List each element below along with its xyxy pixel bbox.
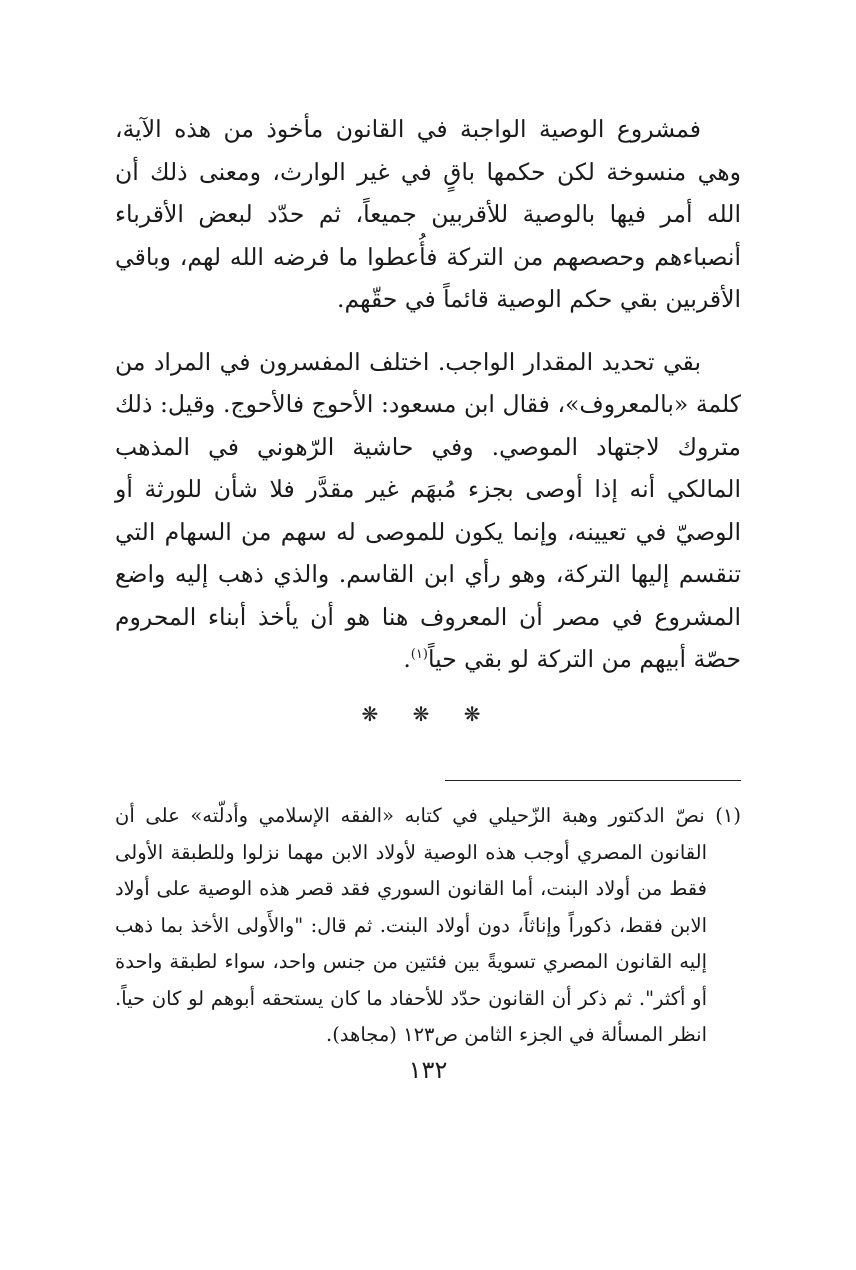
paragraph-2-end: . [403, 645, 411, 673]
paragraph-2 [115, 341, 741, 681]
section-separator: ❋ ❋ ❋ [361, 701, 495, 726]
footnote-marker: (١) [715, 804, 741, 827]
main-text [115, 108, 741, 681]
footnote-text: نصّ الدكتور وهبة الزّحيلي في كتابه «الفقه الإسلامي وأدلّته» على أن القانون المصري أوجب هذه الوصية لأولاد الابن مهما نزلوا وللطبقة الأولى فقط من أولاد البنت، أما القانون السوري فقد قصر هذه الوصية على أولاد الابن فقط، ذكوراً وإناثاً، دون أولاد البنت. ثم قال: "والأَولى الأخذ بما ذهب إليه القانون المصري تسويةً بين فئتين من جنس واحد، سواء لطبقة واحدة أو أكثر". ثم ذكر أن القانون حدّد للأحفاد ما كان يستحقه أبوهم لو كان حياً. انظر المسألة في الجزء الثامن ص١٢٣ (مجاهد). [115, 804, 707, 1046]
page-number: ١٣٢ [408, 1056, 448, 1084]
footnote-divider [445, 780, 741, 781]
footnote [115, 798, 741, 1054]
book-page [115, 108, 741, 1218]
paragraph-2-text: بقي تحديد المقدار الواجب. اختلف المفسرون في المراد من كلمة «بالمعروف»، فقال ابن مسعود: الأحوج فالأحوج. وقيل: ذلك متروك لاجتهاد الموصي. وفي حاشية الرّهوني في المذهب المالكي أنه إذا أوصى بجزء مُبهَم غير مقدَّر فلا شأن للورثة أو الوصيّ في تعيينه، وإنما يكون للموصى له سهم من السهام التي تنقسم إليها التركة، وهو رأي ابن القاسم. والذي ذهب إليه واضع المشروع في مصر أن المعروف هنا هو أن يأخذ أبناء المحروم حصّة أبيهم من التركة لو بقي حياً [115, 347, 741, 673]
footnote-reference[interactable]: (١) [410, 647, 428, 663]
paragraph-1: فمشروع الوصية الواجبة في القانون مأخوذ من هذه الآية، وهي منسوخة لكن حكمها باقٍ في غير الوارث، ومعنى ذلك أن الله أمر فيها بالوصية للأقربين جميعاً، ثم حدّد لبعض الأقرباء أنصباءهم وحصصهم من التركة فأُعطوا ما فرضه الله لهم، وباقي الأقربين بقي حكم الوصية قائماً في حقّهم. [115, 115, 741, 313]
